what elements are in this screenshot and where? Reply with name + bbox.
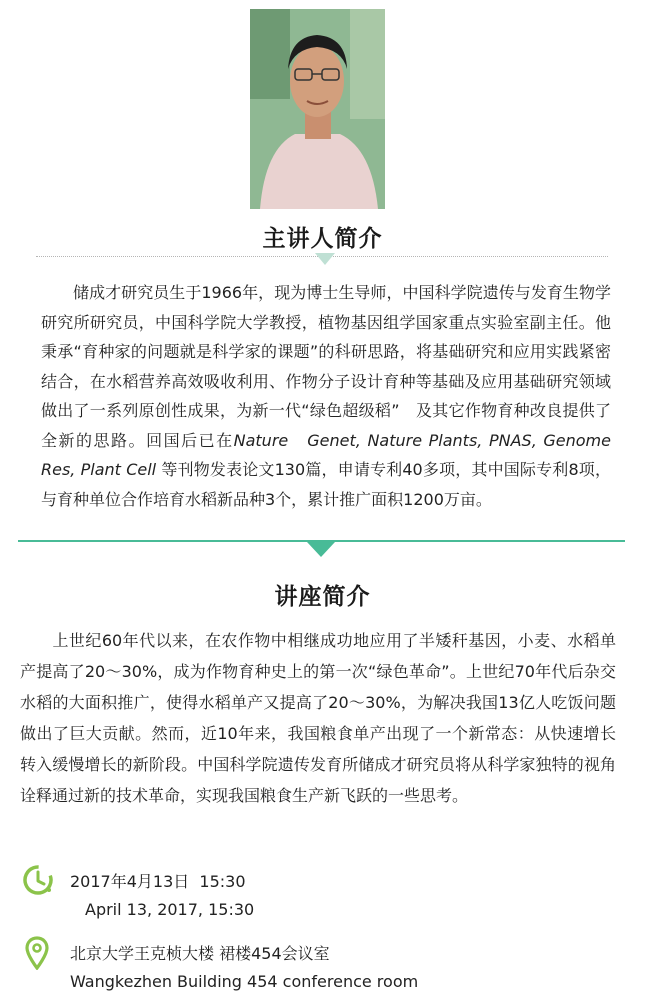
location-pin-icon bbox=[25, 936, 49, 974]
title-pointer-icon bbox=[315, 253, 335, 265]
clock-icon bbox=[22, 864, 54, 900]
speaker-section-title: 主讲人简介 bbox=[262, 226, 383, 252]
speaker-bio bbox=[41, 278, 611, 514]
event-place-zh: 北京大学王克桢大楼 裙楼454会议室 bbox=[70, 944, 330, 963]
speaker-photo bbox=[250, 9, 385, 209]
lecture-section-title: 讲座简介 bbox=[274, 584, 371, 610]
lecture-description bbox=[20, 625, 616, 811]
event-date-zh: 2017年4月13日 15:30 bbox=[70, 872, 246, 891]
event-date-en: April 13, 2017, 15:30 bbox=[85, 900, 255, 919]
bio-journals: Nature Genet, Nature Plants, PNAS, Genome Res, Plant Cell bbox=[41, 430, 611, 479]
bio-lead: 储成才研究员生于1966年，现为博士生导师，中国科学院遗传与发育生物学研究所研究员，中国科学院大学教授，植物基因组学国家重点实验室副主任。他秉承“育种家的问题就是科学家的课题”的科研思路，将基础研究和应用实践紧密结合，在水稻营养高效吸收利用、作物分子设计育种等基础及应用基础研究领域做出了一系列原创性成果，为新一代“绿色超级稻” 及其它作物育种改良提供了全新的思路。回国后已在 bbox=[41, 283, 611, 450]
event-place-en: Wangkezhen Building 454 conference room bbox=[70, 972, 419, 991]
bio-tail: 等刊物发表论文130篇，申请专利40多项，其中国际专利8项，与育种单位合作培育水稻新品种3个，累计推广面积1200万亩。 bbox=[41, 460, 611, 509]
section-pointer-icon bbox=[307, 542, 335, 557]
lecture-description-text: 上世纪60年代以来，在农作物中相继成功地应用了半矮秆基因，小麦、水稻单产提高了20～30%，成为作物育种史上的第一次“绿色革命”。上世纪70年代后杂交水稻的大面积推广，使得水稻单产又提高了20～30%，为解决我国13亿人吃饭问题做出了巨大贡献。然而，近10年来，我国粮食单产出现了一个新常态：从快速增长转入缓慢增长的新阶段。中国科学院遗传发育所储成才研究员将从科学家独特的视角诠释通过新的技术革命，实现我国粮食生产新飞跃的一些思考。 bbox=[20, 631, 616, 805]
